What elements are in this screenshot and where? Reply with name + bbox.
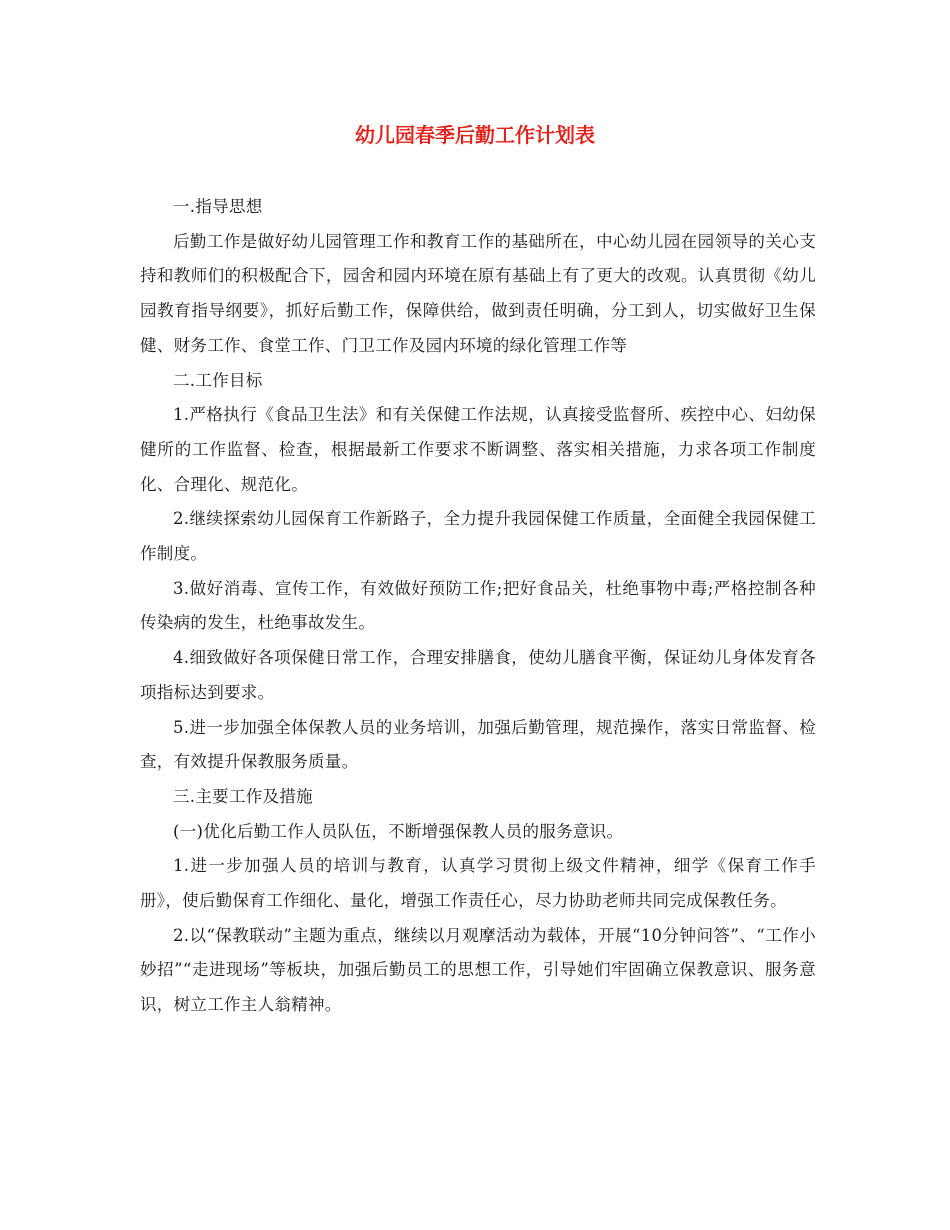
section-heading-work-goals: 二.工作目标 xyxy=(173,370,263,390)
section-heading-guiding-ideology: 一.指导思想 xyxy=(173,197,263,216)
paragraph-guiding-ideology: 后勤工作是做好幼儿园管理工作和教育工作的基础所在，中心幼儿园在园领导的关心支持和教师们的积极配合下，园舍和园内环境在原有基础上有了更大的改观。认真贯彻《幼儿园教育指导纲要》，抓好后勤工作，保障供给，做到责任明确，分工到人，切实做好卫生保健、财务工作、食堂工作、门卫工作及园内环境的绿化管理工作等 xyxy=(140,231,816,355)
paragraph-goal-4: 4.细致做好各项保健日常工作，合理安排膳食，使幼儿膳食平衡，保证幼儿身体发育各项指标达到要求。 xyxy=(140,648,816,702)
paragraph-measure-2: 2.以“保教联动”主题为重点，继续以月观摩活动为载体，开展“10分钟问答”、“工作小妙招”“走进现场”等板块，加强后勤员工的思想工作，引导她们牢固确立保教意识、服务意识，树立工作主人翁精神。 xyxy=(140,925,816,1015)
paragraph-measure-1: 1.进一步加强人员的培训与教育，认真学习贯彻上级文件精神，细学《保育工作手册》，使后勤保育工作细化、量化，增强工作责任心，尽力协助老师共同完成保教任务。 xyxy=(140,856,816,911)
subsection-heading-optimize-staff: (一)优化后勤工作人员队伍，不断增强保教人员的服务意识。 xyxy=(173,821,624,841)
paragraph-goal-1: 1.严格执行《食品卫生法》和有关保健工作法规，认真接受监督所、疾控中心、妇幼保健所的工作监督、检查，根据最新工作要求不断调整、落实相关措施，力求各项工作制度化、合理化、规范化。 xyxy=(140,405,816,494)
document-body xyxy=(140,190,816,1023)
document-title: 幼儿园春季后勤工作计划表 xyxy=(355,123,595,147)
paragraph-goal-5: 5.进一步加强全体保教人员的业务培训，加强后勤管理，规范操作，落实日常监督、检查，有效提升保教服务质量。 xyxy=(140,717,816,772)
paragraph-goal-2: 2.继续探索幼儿园保育工作新路子，全力提升我园保健工作质量，全面健全我园保健工作制度。 xyxy=(140,509,816,564)
section-heading-main-work: 三.主要工作及措施 xyxy=(173,786,313,806)
paragraph-goal-3: 3.做好消毒、宣传工作，有效做好预防工作;把好食品关，杜绝事物中毒;严格控制各种传染病的发生，杜绝事故发生。 xyxy=(140,578,816,633)
